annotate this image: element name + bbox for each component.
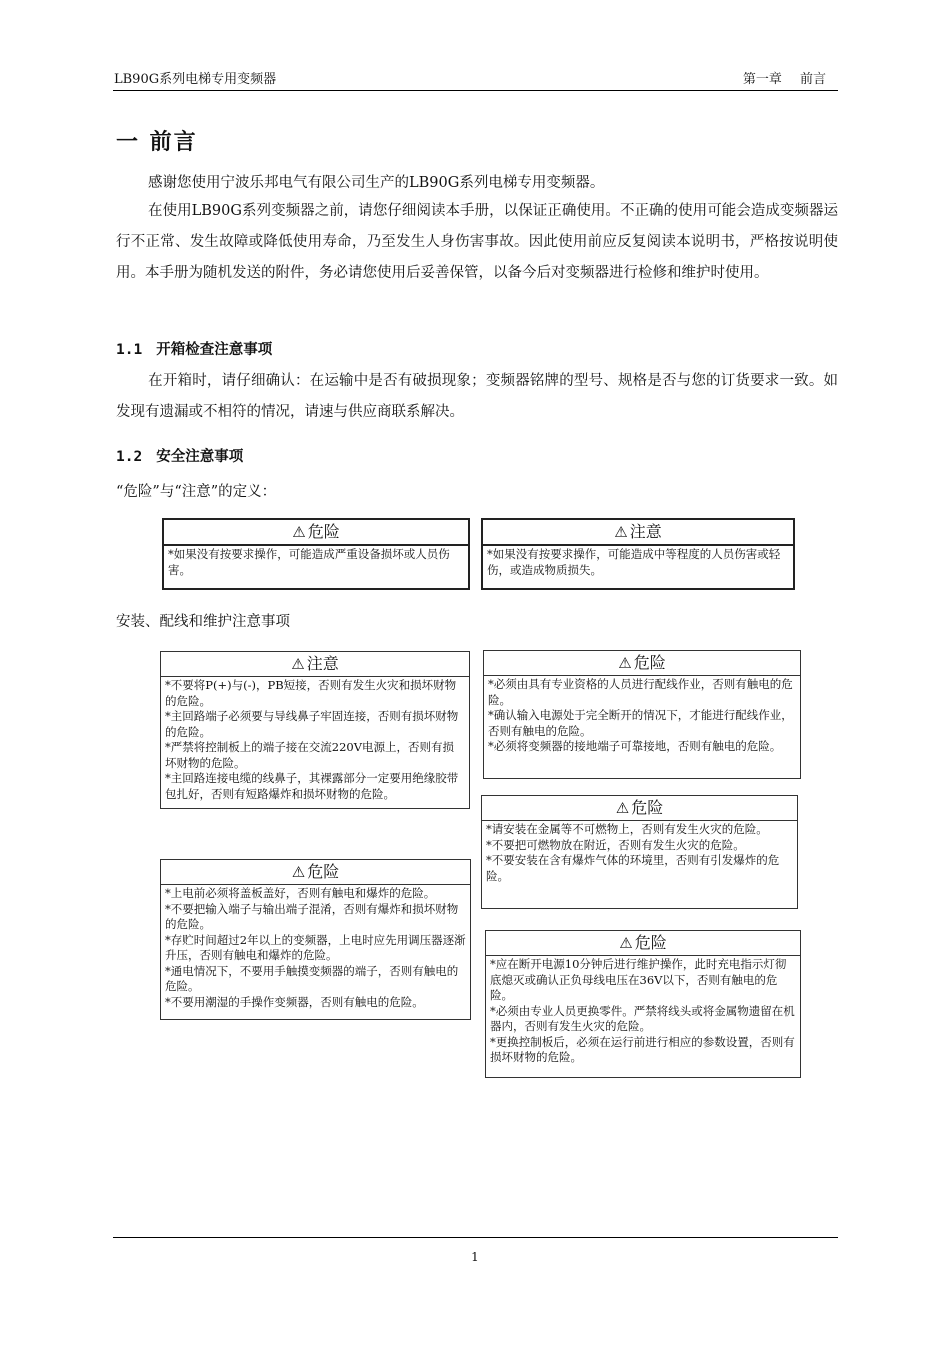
list-item: *应在断开电源10分钟后进行维护操作，此时充电指示灯彻底熄灭或确认正负母线电压在36V以下，否则有触电的危险。 (490, 957, 787, 1002)
list-item: *不要安装在含有爆炸气体的环境里，否则有引发爆炸的危险。 (486, 853, 780, 883)
section-heading-1-1: 1.1 开箱检查注意事项 (116, 341, 273, 358)
list-item: *必须由专业人员更换零件。严禁将线头或将金属物遗留在机器内，否则有发生火灾的危险。 (490, 1003, 795, 1033)
list-item: *不要把可燃物放在附近，否则有发生火灾的危险。 (486, 837, 745, 852)
warning-triangle-icon: ⚠ (292, 523, 306, 541)
footer-divider (113, 1237, 838, 1238)
list-item: *存贮时间超过2年以上的变频器，上电时应先用调压器逐渐升压，否则有触电和爆炸的危险。 (165, 932, 466, 962)
caution-definition-box (481, 518, 795, 590)
danger-power-box: ⚠ 危险 *上电前必须将盖板盖好，否则有触电和爆炸的危险。 *不要把输入端子与输出端子混淆，否则有爆炸和损坏财物的危险。 *存贮时间超过2年以上的变频器，上电时应先用调压器逐渐升压，否则有触电和爆炸的危险。 *通电情况下，不要用手触摸变频器的端子，否则有触电的危险。 *不要用潮湿的手操作变频器，否则有触电的危险。 (160, 859, 471, 1020)
list-item: *通电情况下，不要用手触摸变频器的端子，否则有触电的危险。 (165, 963, 459, 993)
list-item: *必须由具有专业资格的人员进行配线作业，否则有触电的危险。 (488, 677, 793, 707)
list-item: *确认输入电源处于完全断开的情况下，才能进行配线作业，否则有触电的危险。 (488, 708, 793, 738)
page-number: 1 (471, 1250, 479, 1264)
list-item: *不要用潮湿的手操作变频器，否则有触电的危险。 (165, 994, 424, 1009)
definition-label: “危险”与“注意”的定义： (116, 484, 277, 500)
list-item: *更换控制板后，必须在运行前进行相应的参数设置，否则有损坏财物的危险。 (490, 1034, 795, 1064)
warning-triangle-icon: ⚠ (619, 934, 633, 952)
chapter-title: 一 前言 (116, 129, 198, 155)
danger-definition-text: *如果没有按要求操作，可能造成严重设备损坏或人员伤害。 (168, 547, 450, 577)
danger-maintenance-box: ⚠ 危险 *应在断开电源10分钟后进行维护操作，此时充电指示灯彻底熄灭或确认正负母线电压在36V以下，否则有触电的危险。 *必须由专业人员更换零件。严禁将线头或将金属物遗留在机器内，否则有发生火灾的危险。 *更换控制板后，必须在运行前进行相应的参数设置，否则有损坏财物的危险。 (485, 930, 801, 1078)
warning-triangle-icon: ⚠ (615, 799, 630, 817)
list-item: *不要将P(+)与(-)，PB短接，否则有发生火灾和损坏财物的危险。 (165, 678, 457, 708)
list-item: *不要把输入端子与输出端子混淆，否则有爆炸和损坏财物的危险。 (165, 901, 459, 931)
danger-install-box: ⚠ 危险 *请安装在金属等不可燃物上，否则有发生火灾的危险。 *不要把可燃物放在附近，否则有发生火灾的危险。 *不要安装在含有爆炸气体的环境里，否则有引发爆炸的危险。 (481, 795, 798, 909)
section-1-1-paragraph: 在开箱时，请仔细确认：在运输中是否有破损现象；变频器铭牌的型号、规格是否与您的订货要求一致。如发现有遗漏或不相符的情况，请速与供应商联系解决。 (116, 373, 838, 420)
warning-triangle-icon: ⚠ (618, 654, 632, 672)
header-divider (113, 90, 838, 91)
list-item: *主回路端子必须要与导线鼻子牢固连接，否则有损坏财物的危险。 (165, 709, 459, 739)
warning-triangle-icon: ⚠ (614, 523, 628, 541)
danger-definition-box (162, 518, 470, 590)
intro-paragraph-1: 感谢您使用宁波乐邦电气有限公司生产的LB90G系列电梯专用变频器。 (148, 175, 605, 191)
running-header-chapter: 第一章 前言 (742, 72, 826, 87)
list-item: *上电前必须将盖板盖好，否则有触电和爆炸的危险。 (165, 886, 436, 900)
danger-wiring-box: ⚠ 危险 *必须由具有专业资格的人员进行配线作业，否则有触电的危险。 *确认输入电源处于完全断开的情况下，才能进行配线作业，否则有触电的危险。 *必须将变频器的接地端子可靠接地，否则有触电的危险。 (483, 650, 801, 779)
running-header-title: LB90G系列电梯专用变频器 (114, 72, 277, 87)
section-heading-1-2: 1.2 安全注意事项 (116, 448, 244, 465)
caution-wiring-box: ⚠ 注意 *不要将P(+)与(-)，PB短接，否则有发生火灾和损坏财物的危险。 *主回路端子必须要与导线鼻子牢固连接，否则有损坏财物的危险。 *严禁将控制板上的端子接在交流220V电源上，否则有损坏财物的危险。 *主回路连接电缆的线鼻子，其裸露部分一定要用绝缘胶带包扎好，否则有短路爆炸和损坏财物的危险。 (160, 651, 470, 809)
warning-triangle-icon: ⚠ (291, 655, 305, 673)
warning-triangle-icon: ⚠ (291, 863, 306, 881)
intro-paragraph-2: 在使用LB90G系列变频器之前，请您仔细阅读本手册，以保证正确使用。不正确的使用可能会造成变频器运行不正常、发生故障或降低使用寿命，乃至发生人身伤害事故。因此使用前应反复阅读本说明书，严格按说明使用。本手册为随机发送的附件，务必请您使用后妥善保管，以备今后对变频器进行检修和维护时使用。 (116, 203, 838, 281)
caution-definition-title: 注意 (629, 522, 662, 541)
install-label: 安装、配线和维护注意事项 (116, 614, 290, 630)
list-item: *必须将变频器的接地端子可靠接地，否则有触电的危险。 (488, 739, 782, 753)
danger-definition-title: 危险 (307, 522, 340, 541)
list-item: *请安装在金属等不可燃物上，否则有发生火灾的危险。 (486, 822, 768, 836)
caution-definition-text: *如果没有按要求操作，可能造成中等程度的人员伤害或轻伤，或造成物质损失。 (487, 547, 781, 577)
list-item: *严禁将控制板上的端子接在交流220V电源上，否则有损坏财物的危险。 (165, 740, 455, 770)
list-item: *主回路连接电缆的线鼻子，其裸露部分一定要用绝缘胶带包扎好，否则有短路爆炸和损坏财物的危险。 (165, 771, 459, 801)
